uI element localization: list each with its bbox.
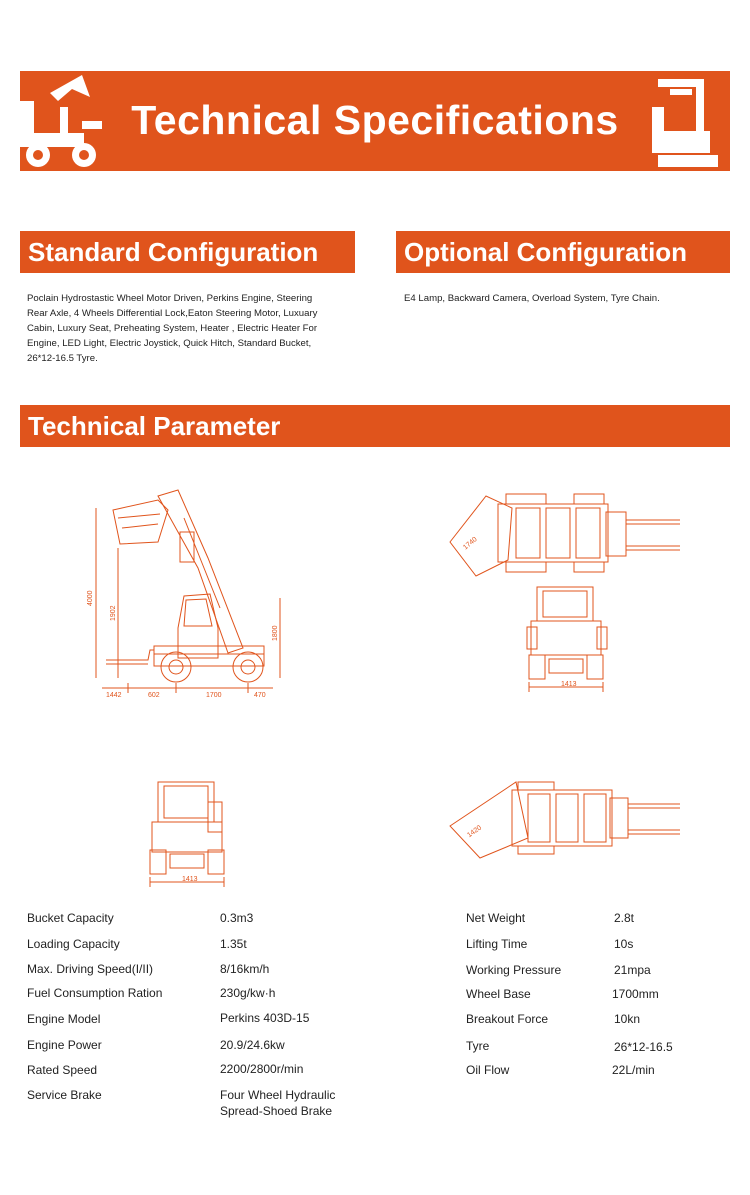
optional-config-text: E4 Lamp, Backward Camera, Overload System, Tyre Chain. xyxy=(404,293,660,304)
spec-value: 21mpa xyxy=(614,963,651,977)
dimension-label: 1800 xyxy=(272,625,279,641)
technical-parameter-heading: Technical Parameter xyxy=(20,405,730,447)
spec-label: Oil Flow xyxy=(466,1063,510,1077)
spec-value: 8/16km/h xyxy=(220,962,270,976)
spec-value: Perkins 403D-15 xyxy=(220,1011,310,1025)
spec-value xyxy=(220,1087,335,1119)
standard-config-heading: Standard Configuration xyxy=(20,231,355,273)
front-view-drawing xyxy=(525,583,615,695)
dimension-label: 470 xyxy=(254,692,266,699)
text-line: Poclain Hydrostastic Wheel Motor Driven, Perkins Engine, Steering xyxy=(27,293,313,304)
text-line: Engine, LED Light, Electric Joystick, Quick Hitch, Standard Bucket, xyxy=(27,338,312,349)
spec-label: Working Pressure xyxy=(466,963,562,977)
standard-config-text xyxy=(27,291,357,366)
spec-label: Service Brake xyxy=(27,1088,102,1102)
banner-title: Technical Specifications xyxy=(131,97,619,143)
optional-config-heading: Optional Configuration xyxy=(396,231,730,273)
spec-value: 1700mm xyxy=(612,987,659,1001)
dimension-label: 4000 xyxy=(87,590,94,606)
top-view-drawing xyxy=(446,490,686,590)
side-view-drawing xyxy=(88,478,288,703)
dimension-label: 602 xyxy=(148,692,160,699)
spec-value: 22L/min xyxy=(612,1063,655,1077)
spec-label: Wheel Base xyxy=(466,987,531,1001)
dimension-label: 1700 xyxy=(206,692,222,699)
spec-label: Tyre xyxy=(466,1039,490,1053)
spec-label: Net Weight xyxy=(466,911,526,925)
spec-label: Lifting Time xyxy=(466,937,528,951)
spec-value: 0.3m3 xyxy=(220,911,254,925)
dimension-label: 1442 xyxy=(106,692,122,699)
spec-label: Engine Model xyxy=(27,1012,101,1026)
front-view-drawing-lower xyxy=(146,778,236,890)
text-line: Cabin, Luxury Seat, Preheating System, Heater , Electric Heater For xyxy=(27,323,318,334)
spec-value-line: Spread-Shoed Brake xyxy=(220,1104,333,1118)
spec-value: 26*12-16.5 xyxy=(614,1040,673,1054)
text-line: Rear Axle, 4 Wheels Differential Lock,Eaton Steering Motor, Luxuary xyxy=(27,308,318,319)
spec-label: Breakout Force xyxy=(466,1012,549,1026)
spec-value: 10s xyxy=(614,937,634,951)
spec-label: Engine Power xyxy=(27,1038,102,1052)
spec-value-line: Four Wheel Hydraulic xyxy=(220,1088,336,1102)
spec-label: Rated Speed xyxy=(27,1063,98,1077)
spec-label: Fuel Consumption Ration xyxy=(27,986,163,1000)
text-line: 26*12-16.5 Tyre. xyxy=(27,353,98,364)
dimension-label: 1902 xyxy=(110,605,117,621)
dimension-label: 1413 xyxy=(182,876,198,883)
spec-label: Loading Capacity xyxy=(27,937,120,951)
spec-value: 20.9/24.6kw xyxy=(220,1038,285,1052)
spec-value: 2.8t xyxy=(614,911,635,925)
dimension-label: 1413 xyxy=(561,681,577,688)
spec-label: Max. Driving Speed(I/II) xyxy=(27,962,154,976)
excavator-silhouette-icon xyxy=(650,71,730,171)
spec-value: 230g/kw·h xyxy=(220,986,276,1000)
spec-value: 10kn xyxy=(614,1012,641,1026)
title-banner xyxy=(20,71,730,171)
dimension-label: 1740 xyxy=(462,536,479,552)
spec-value: 1.35t xyxy=(220,937,247,951)
spec-label: Bucket Capacity xyxy=(27,911,114,925)
dimension-label: 1420 xyxy=(466,824,483,840)
top-view-drawing-lower xyxy=(446,778,686,868)
spec-value: 2200/2800r/min xyxy=(220,1062,304,1076)
